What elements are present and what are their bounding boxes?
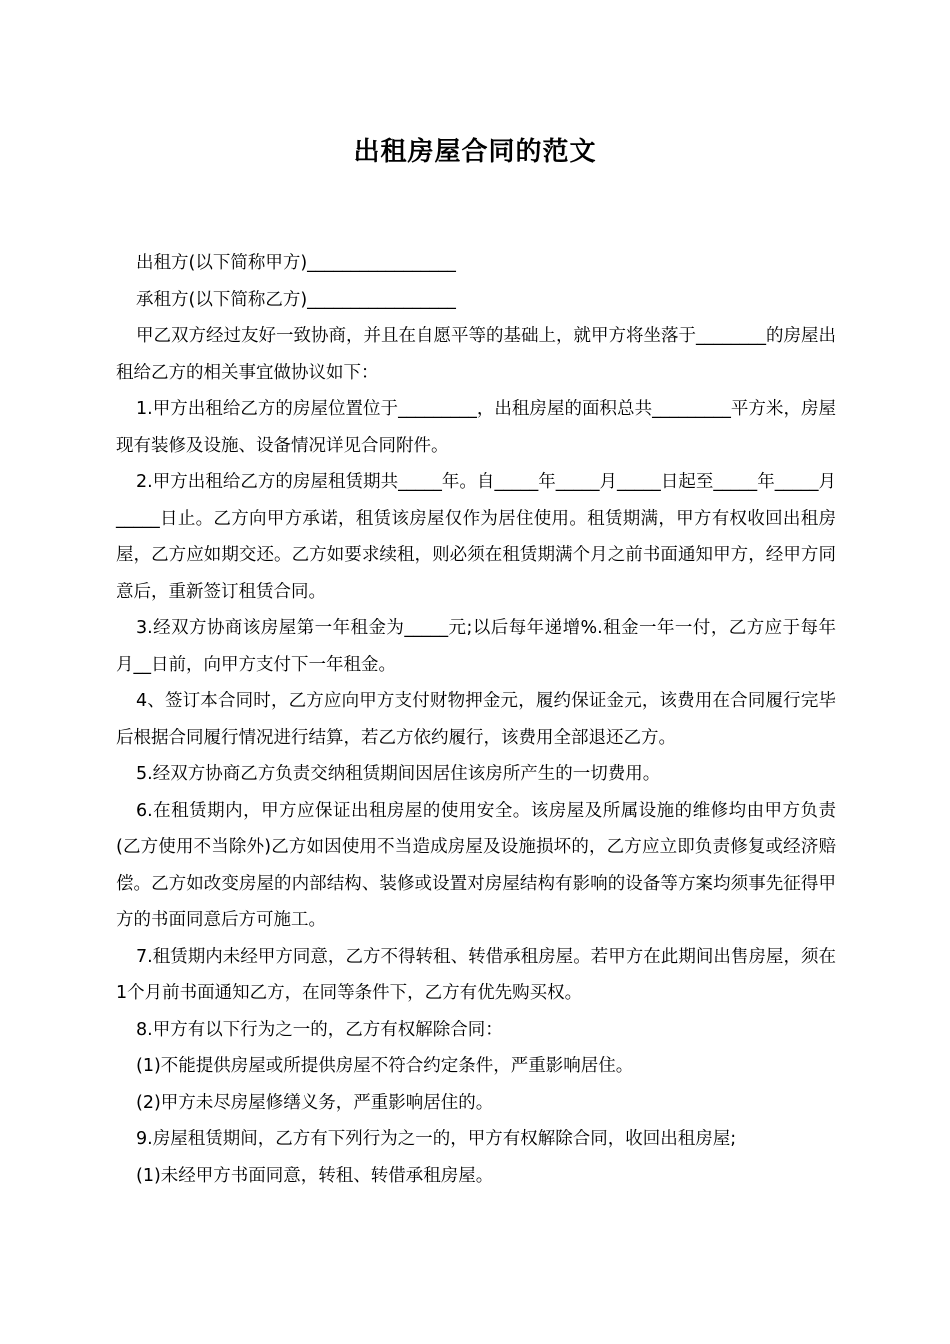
paragraph-clause-6: 6.在租赁期内，甲方应保证出租房屋的使用安全。该房屋及所属设施的维修均由甲方负责(乙方使用不当除外)乙方如因使用不当造成房屋及设施损坏的，乙方应立即负责修复或经济赔偿。乙方如改变房屋的内部结构、装修或设置对房屋结构有影响的设备等方案均须事先征得甲方的书面同意后方可施工。	[116, 800, 836, 930]
paragraph-clause-5: 5.经双方协商乙方负责交纳租赁期间因居住该房所产生的一切费用。	[136, 764, 661, 784]
paragraph-clause-9: 9.房屋租赁期间，乙方有下列行为之一的，甲方有权解除合同，收回出租房屋;	[136, 1129, 737, 1149]
paragraph-clause-7: 7.租赁期内未经甲方同意，乙方不得转租、转借承租房屋。若甲方在此期间出售房屋，须在1个月前书面通知乙方，在同等条件下，乙方有优先购买权。	[116, 946, 836, 1003]
document-body	[116, 245, 836, 1194]
paragraph-clause-8-item-2: (2)甲方未尽房屋修缮义务，严重影响居住的。	[136, 1092, 494, 1113]
paragraph-clause-3: 3.经双方协商该房屋第一年租金为_____元;以后每年递增%.租金一年一付，乙方应于每年月__日前，向甲方支付下一年租金。	[116, 618, 836, 675]
paragraph-clause-4: 4、签订本合同时，乙方应向甲方支付财物押金元，履约保证金元，该费用在合同履行完毕后根据合同履行情况进行结算，若乙方依约履行，该费用全部退还乙方。	[116, 691, 836, 748]
paragraph-clause-2: 2.甲方出租给乙方的房屋租赁期共_____年。自_____年_____月_____日起至_____年_____月_____日止。乙方向甲方承诺，租赁该房屋仅作为居住使用。租赁期满，甲方有权收回出租房屋，乙方应如期交还。乙方如要求续租，则必须在租赁期满个月之前书面通知甲方，经甲方同意后，重新签订租赁合同。	[116, 472, 836, 602]
paragraph-preamble: 甲乙双方经过友好一致协商，并且在自愿平等的基础上，就甲方将坐落于________的房屋出租给乙方的相关事宜做协议如下：	[116, 326, 836, 383]
paragraph-clause-8-item-1: (1)不能提供房屋或所提供房屋不符合约定条件，严重影响居住。	[136, 1056, 634, 1076]
document-title: 出租房屋合同的范文	[353, 137, 597, 167]
paragraph-lessor: 出租方(以下简称甲方)_________________	[136, 253, 456, 273]
paragraph-clause-1: 1.甲方出租给乙方的房屋位置位于_________，出租房屋的面积总共_________平方米，房屋现有装修及设施、设备情况详见合同附件。	[116, 399, 836, 456]
paragraph-lessee: 承租方(以下简称乙方)_________________	[136, 289, 456, 310]
paragraph-clause-9-item-1: (1)未经甲方书面同意，转租、转借承租房屋。	[136, 1165, 494, 1186]
paragraph-clause-8: 8.甲方有以下行为之一的，乙方有权解除合同：	[136, 1019, 503, 1040]
